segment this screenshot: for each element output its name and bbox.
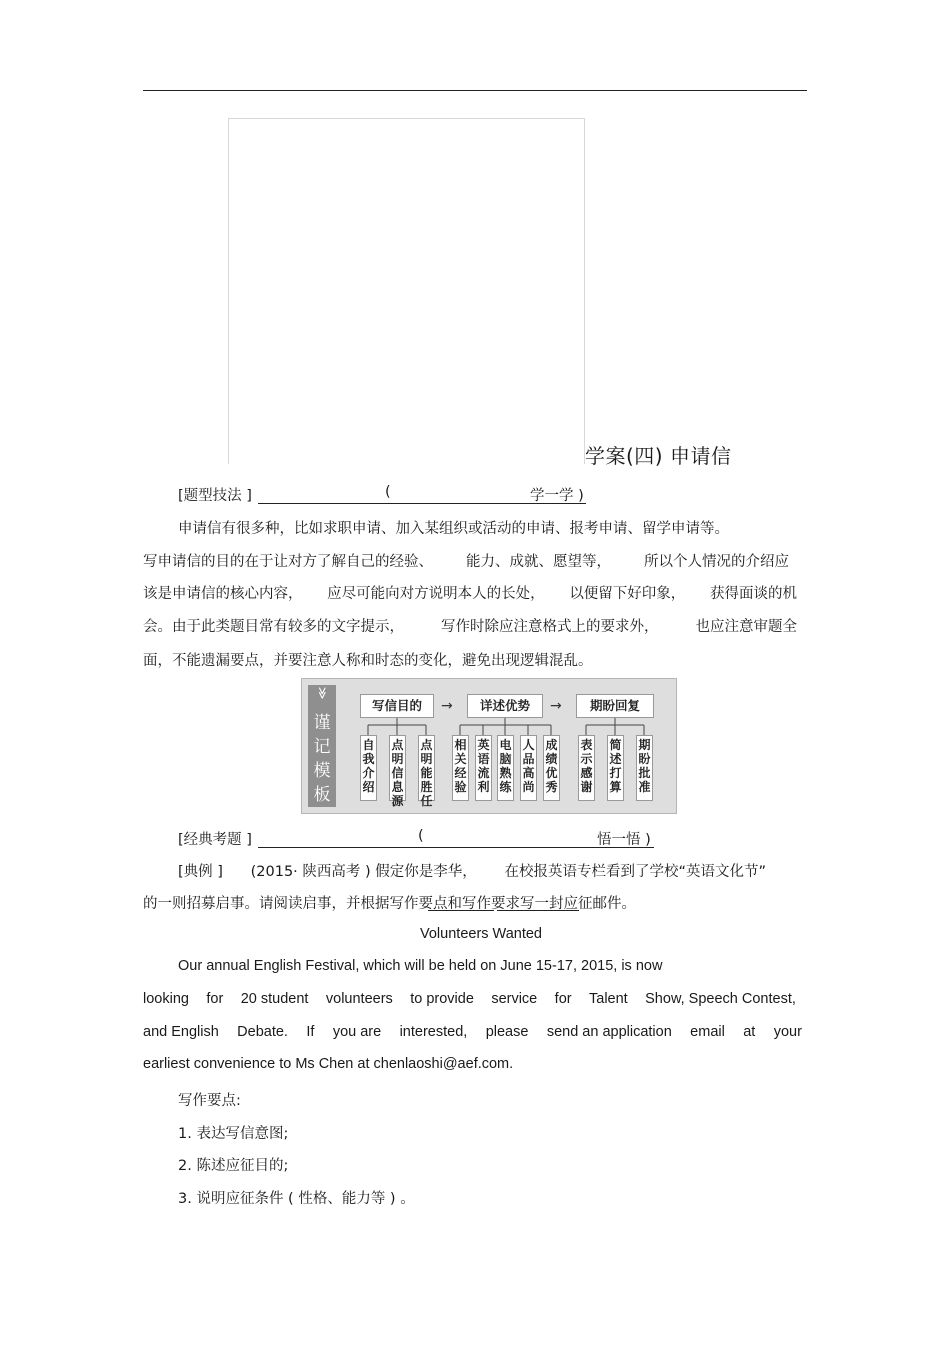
section-label-technique: [题型技法 ] <box>178 488 252 504</box>
intro-line-5: 面，不能遗漏要点，并要注意人称和时态的变化，避免出现逻辑混乱。 <box>143 653 593 669</box>
example-line-1 <box>178 860 766 881</box>
underline-writing-points <box>428 910 494 911</box>
template-item: 英语流利 <box>475 735 492 801</box>
section-label-understand: 悟一悟 ) <box>597 832 651 848</box>
notice-word: Talent <box>589 991 628 1007</box>
notice-word: looking <box>143 991 189 1007</box>
notice-line-4: earliest convenience to Ms Chen at chenlaoshi@aef.com. <box>143 1056 514 1072</box>
template-head-reply: 期盼回复 <box>576 694 654 718</box>
notice-word: send an application <box>546 1024 672 1040</box>
example-line-1-part: (2015· 陕西高考 ) 假定你是李华， <box>250 864 477 880</box>
point-item: 3. 说明应征条件 ( 性格、能力等 ) 。 <box>178 1191 415 1207</box>
example-line-1-part: [典例 ] <box>178 864 223 880</box>
template-item: 人品高尚 <box>520 735 537 801</box>
points-title: 写作要点: <box>178 1093 241 1109</box>
intro-line-2-part: 能力、成就、愿望等， <box>466 554 611 570</box>
notice-word: to provide <box>410 991 474 1007</box>
intro-line-4-part: 也应注意审题全 <box>695 619 797 635</box>
intro-line-3-part: 应尽可能向对方说明本人的长处， <box>327 586 545 602</box>
notice-word: you are <box>332 1024 382 1040</box>
writing-template-diagram <box>301 678 677 814</box>
template-item: 点明能胜任 <box>418 735 435 801</box>
template-item: 点明信息源 <box>389 735 406 801</box>
template-item: 电脑熟练 <box>497 735 514 801</box>
intro-line-4-part: 写作时除应注意格式上的要求外， <box>441 619 659 635</box>
notice-line-2 <box>143 991 796 1007</box>
notice-line-3 <box>143 1024 802 1040</box>
intro-line-2-part: 所以个人情况的介绍应 <box>644 554 789 570</box>
notice-word: please <box>485 1024 529 1040</box>
example-line-1-part: 在校报英语专栏看到了学校“英语文化节” <box>504 864 766 880</box>
notice-word: email <box>690 1024 725 1040</box>
intro-line-3 <box>143 582 797 603</box>
intro-line-4-part: 会。由于此类题目常有较多的文字提示， <box>143 619 404 635</box>
section-paren-open: ( <box>385 484 391 500</box>
notice-word: If <box>306 1024 315 1040</box>
intro-line-3-part: 获得面谈的机 <box>709 586 797 602</box>
notice-word: Show, Speech Contest, <box>645 991 796 1007</box>
notice-word: for <box>206 991 224 1007</box>
intro-line-4 <box>143 615 797 636</box>
notice-word: 20 student <box>240 991 309 1007</box>
intro-line-3-part: 以便留下好印象， <box>569 586 686 602</box>
template-head-purpose: 写信目的 <box>360 694 434 718</box>
notice-word: service <box>491 991 538 1007</box>
point-item: 2. 陈述应征目的; <box>178 1158 289 1174</box>
notice-title: Volunteers Wanted <box>420 926 542 942</box>
notice-line-1: Our annual English Festival, which will be held on June 15-17, 2015, is now <box>178 958 663 974</box>
template-side-label: 谨记模板 <box>313 713 331 805</box>
intro-line-2 <box>143 550 789 571</box>
blank-figure <box>228 118 585 464</box>
header-rule <box>143 90 807 91</box>
intro-line-3-part: 该是申请信的核心内容， <box>143 586 303 602</box>
notice-word: your <box>773 1024 802 1040</box>
notice-word: for <box>554 991 572 1007</box>
section-label-learn: 学一学 ) <box>530 488 584 504</box>
template-item: 期盼批准 <box>636 735 653 801</box>
template-item: 成绩优秀 <box>543 735 560 801</box>
arrow-right-icon: → <box>441 698 453 714</box>
template-head-advantages: 详述优势 <box>467 694 543 718</box>
section-underline <box>258 503 586 504</box>
notice-word: volunteers <box>325 991 393 1007</box>
section-underline <box>258 847 654 848</box>
template-item: 表示感谢 <box>578 735 595 801</box>
template-item: 简述打算 <box>607 735 624 801</box>
notice-word: at <box>743 1024 756 1040</box>
intro-line-2-part: 写申请信的目的在于让对方了解自己的经验、 <box>143 554 433 570</box>
arrow-right-icon: → <box>550 698 562 714</box>
underline-writing-requirements <box>497 910 579 911</box>
point-item: 1. 表达写信意图; <box>178 1126 289 1142</box>
section-label-exam: [经典考题 ] <box>178 832 252 848</box>
section-paren-open: ( <box>418 828 424 844</box>
template-item: 相关经验 <box>452 735 469 801</box>
page-title: 学案(四) 申请信 <box>585 444 732 468</box>
example-line-2: 的一则招募启事。请阅读启事，并根据写作要点和写作要求写一封应征邮件。 <box>143 896 636 912</box>
notice-word: and English <box>143 1024 219 1040</box>
notice-word: Debate. <box>237 1024 288 1040</box>
notice-word: interested, <box>399 1024 468 1040</box>
template-item: 自我介绍 <box>360 735 377 801</box>
chevron-down-icon: ≫ <box>315 686 330 699</box>
intro-line-1: 申请信有很多种，比如求职申请、加入某组织或活动的申请、报考申请、留学申请等。 <box>178 521 729 537</box>
